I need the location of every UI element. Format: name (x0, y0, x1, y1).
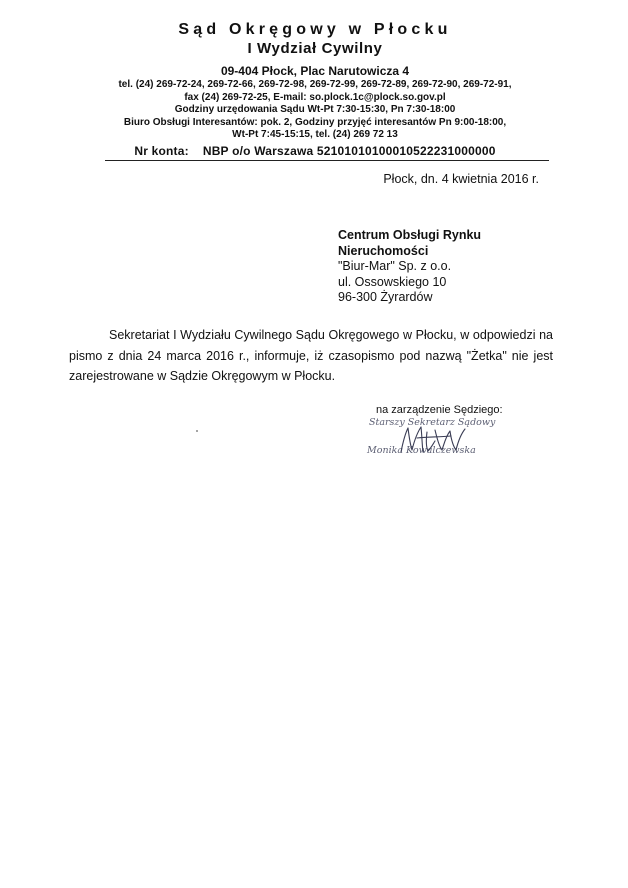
letterhead (60, 20, 570, 159)
signatory-name-stamp: Monika Kowalczewska (367, 445, 476, 456)
account-number: NBP o/o Warszawa 52101010100010522231000000 (202, 143, 496, 158)
court-fax-email: fax (24) 269-72-25, E-mail: so.plock.1c@plock.so.gov.pl (184, 91, 446, 103)
customer-office-phone: Wt-Pt 7:45-15:15, tel. (24) 269 72 13 (232, 129, 398, 140)
signature-order-line: na zarządzenie Sędziego: (376, 404, 503, 416)
office-hours: Godziny urzędowania Sądu Wt-Pt 7:30-15:30, Pn 7:30-18:00 (174, 104, 456, 115)
header-divider (105, 160, 549, 161)
recipient-address (338, 228, 481, 306)
court-address: 09-404 Płock, Plac Narutowicza 4 (220, 64, 410, 78)
recipient-company: "Biur-Mar" Sp. z o.o. (338, 259, 452, 273)
recipient-name-line2: Nieruchomości (338, 243, 429, 258)
handwritten-signature (395, 420, 475, 460)
recipient-name-line1: Centrum Obsługi Rynku (338, 228, 482, 242)
bank-account (60, 143, 570, 159)
account-label: Nr konta: (134, 143, 189, 158)
signatory-title-stamp: Starszy Sekretarz Sądowy (369, 417, 496, 428)
recipient-street: ul. Ossowskiego 10 (338, 274, 447, 289)
court-phones: tel. (24) 269-72-24, 269-72-66, 269-72-98, 269-72-99, 269-72-89, 269-72-90, 269-72-91, (118, 79, 512, 90)
recipient-city: 96-300 Żyrardów (338, 290, 433, 304)
court-division: I Wydział Cywilny (247, 40, 383, 57)
letter-date: Płock, dn. 4 kwietnia 2016 r. (383, 172, 539, 186)
customer-office-hours: Biuro Obsługi Interesantów: pok. 2, Godziny przyjęć interesantów Pn 9:00-18:00, (123, 116, 507, 128)
scan-speck (196, 430, 198, 432)
letter-body: Sekretariat I Wydziału Cywilnego Sądu Okręgowego w Płocku, w odpowiedzi na pismo z dnia 24 marca 2016 r., informuje, iż czasopismo pod nazwą "Żetka" nie jest zarejestrowane w Sądzie Okręgowym w Płocku. (69, 328, 553, 383)
court-name: Sąd Okręgowy w Płocku (178, 21, 452, 38)
